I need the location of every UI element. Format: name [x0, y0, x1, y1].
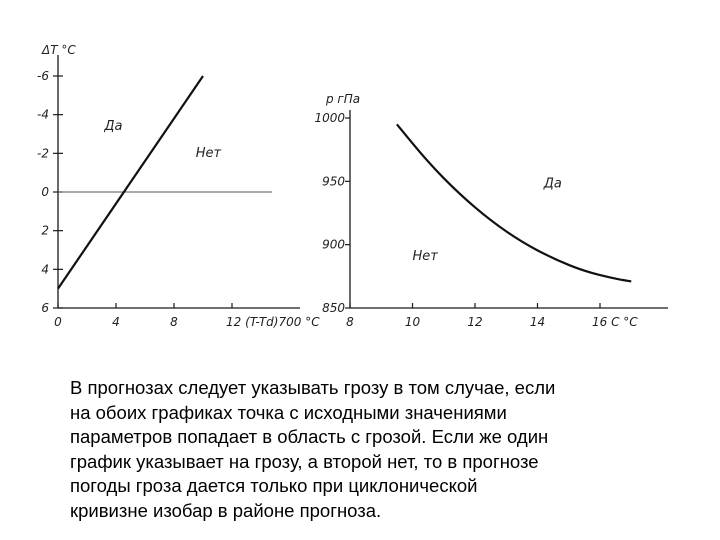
- x-tick-label: 10: [404, 315, 421, 329]
- series-line: [58, 76, 203, 289]
- y-tick-label: 1000: [314, 111, 345, 125]
- x-ticks: [346, 303, 600, 329]
- x-tick-label: 0: [54, 315, 62, 329]
- x-tick-label: 4: [112, 315, 120, 329]
- x-axis-label: 12 (T-Td)700 °C: [226, 315, 320, 329]
- annotation-yes: Да: [104, 119, 123, 135]
- y-axis-label: ΔT °C: [42, 43, 76, 57]
- y-tick-label: 6: [41, 301, 49, 315]
- y-tick-label: 900: [322, 237, 345, 252]
- y-axis-label: р гПа: [326, 92, 361, 106]
- y-tick-label: -6: [37, 69, 49, 83]
- x-tick-label: 8: [170, 315, 178, 329]
- annotation-no: Нет: [195, 146, 222, 162]
- caption-text: В прогнозах следует указывать грозу в том случае, если на обоих графиках точка с исходными значениями параметров попадает в область с грозой. Если же один график указывает на грозу, а второй нет, то в прогнозе погоды гроза дается только при циклонической кривизне изобар в районе прогноза.: [70, 377, 556, 521]
- y-tick-label: 0: [41, 185, 49, 199]
- chart-pressure: [314, 92, 668, 329]
- y-tick-label: 850: [322, 301, 345, 315]
- annotation-yes: Да: [543, 176, 562, 192]
- y-tick-label: -4: [37, 107, 49, 122]
- x-axis-label: 16 С °С: [592, 315, 638, 329]
- x-tick-label: 8: [346, 315, 354, 329]
- y-tick-label: 4: [41, 262, 49, 277]
- x-ticks: [54, 303, 232, 329]
- annotation-no: Нет: [412, 248, 438, 264]
- y-tick-label: 2: [41, 223, 49, 238]
- y-tick-label: 950: [322, 174, 345, 189]
- x-tick-label: 12: [467, 315, 483, 329]
- y-tick-label: -2: [37, 146, 49, 161]
- x-tick-label: 14: [529, 315, 546, 329]
- chart-delta-t: [37, 43, 320, 329]
- y-ticks: [314, 111, 350, 315]
